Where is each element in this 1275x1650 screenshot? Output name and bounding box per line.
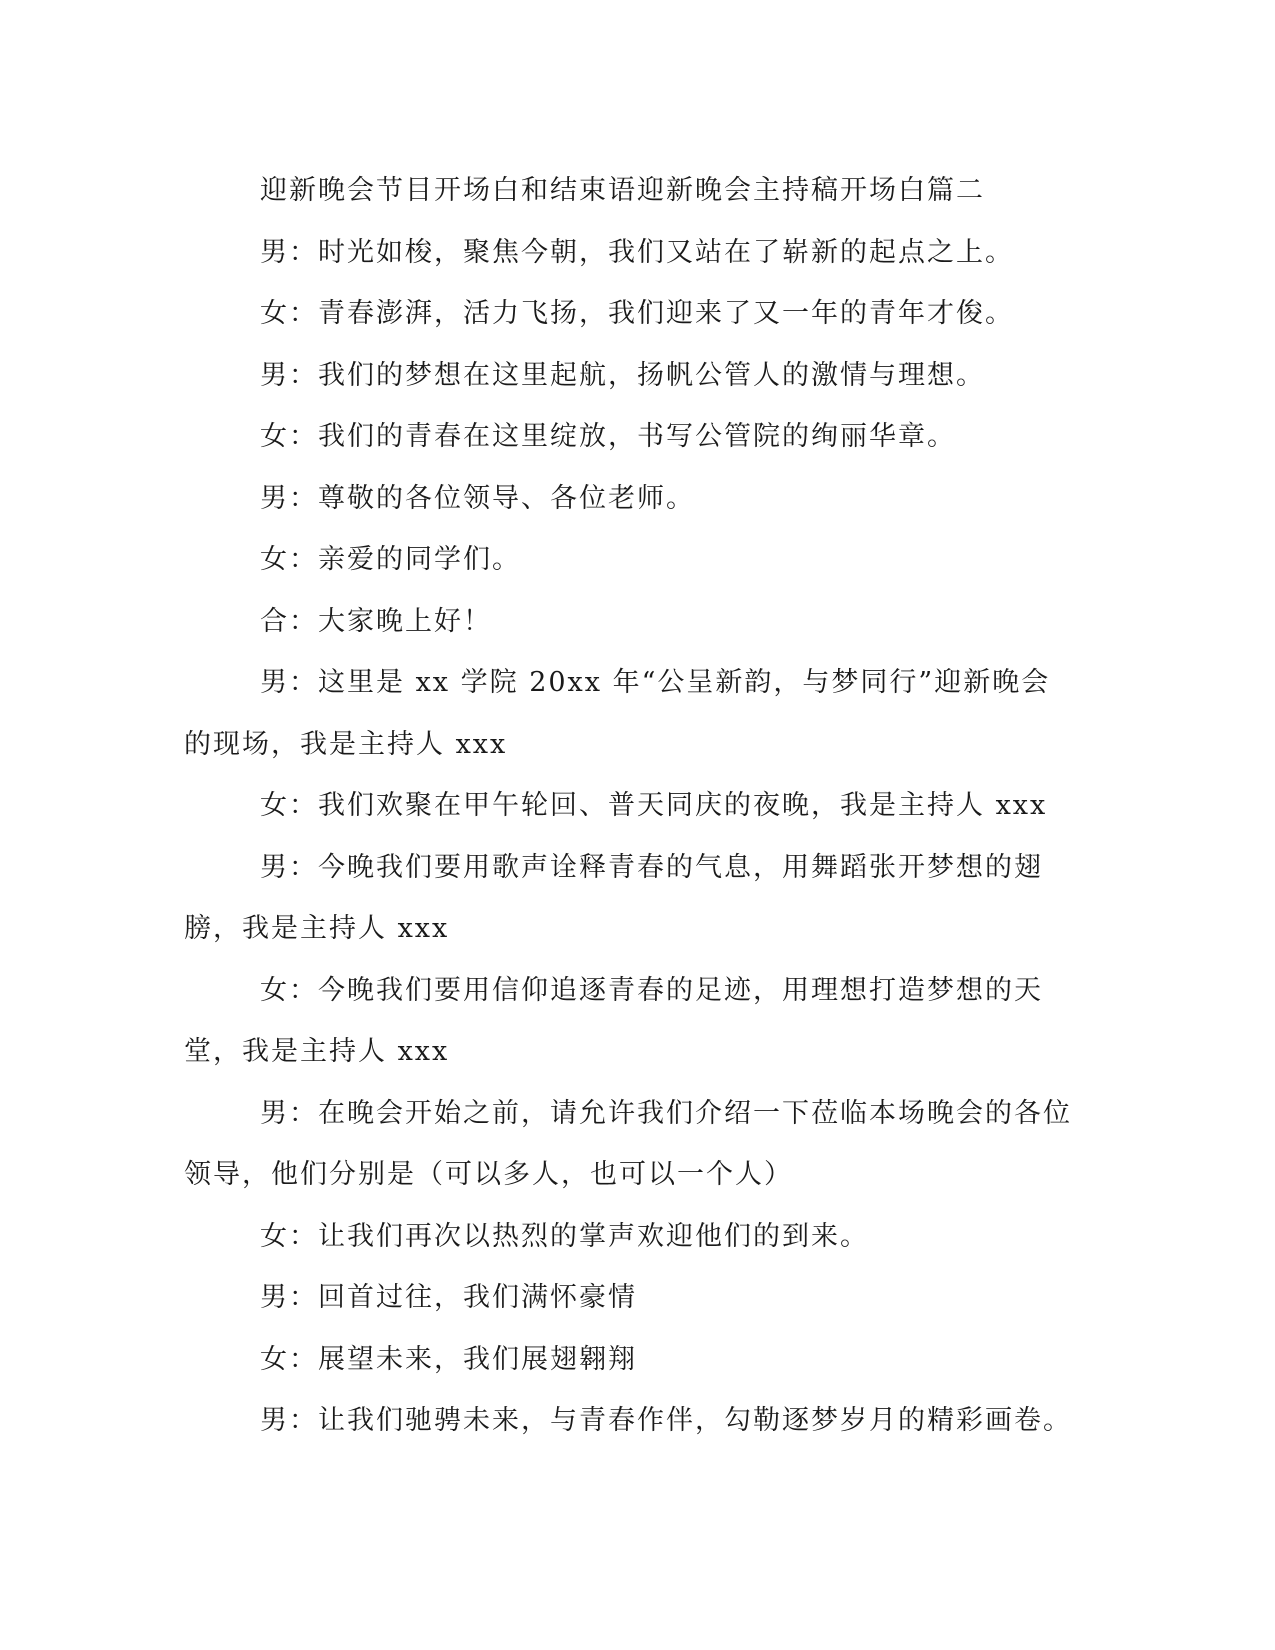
script-line: 男：回首过往，我们满怀豪情	[260, 1282, 637, 1313]
script-line: 女：青春澎湃，活力飞扬，我们迎来了又一年的青年才俊。	[260, 298, 1014, 329]
script-line: 合：大家晚上好！	[260, 605, 492, 637]
script-line: 女：展望未来，我们展翅翱翔	[260, 1343, 637, 1375]
script-line: 男：尊敬的各位领导、各位老师。	[260, 482, 695, 514]
script-line: 男：在晚会开始之前，请允许我们介绍一下莅临本场晚会的各位领导，他们分别是（可以多人，也可以一个人）	[184, 1097, 1072, 1190]
document-title: 迎新晚会节目开场白和结束语迎新晚会主持稿开场白篇二	[260, 175, 985, 206]
script-line: 女：今晚我们要用信仰追逐青春的足迹，用理想打造梦想的天堂，我是主持人 xxx	[184, 974, 1043, 1067]
script-line: 女：让我们再次以热烈的掌声欢迎他们的到来。	[260, 1220, 869, 1252]
script-line: 女：我们欢聚在甲午轮回、普天同庆的夜晚，我是主持人 xxx	[260, 790, 1048, 821]
script-line: 男：这里是 xx 学院 20xx 年“公呈新韵，与梦同行”迎新晚会的现场，我是主持人 xxx	[184, 667, 1051, 760]
script-line: 男：今晚我们要用歌声诠释青春的气息，用舞蹈张开梦想的翅膀，我是主持人 xxx	[184, 851, 1043, 944]
script-line: 男：时光如梭，聚焦今朝，我们又站在了崭新的起点之上。	[260, 236, 1014, 268]
document-body	[184, 160, 1074, 1452]
script-line: 男：让我们驰骋未来，与青春作伴，勾勒逐梦岁月的精彩画卷。	[260, 1405, 1072, 1436]
script-line: 女：我们的青春在这里绽放，书写公管院的绚丽华章。	[260, 421, 956, 452]
script-line: 女：亲爱的同学们。	[260, 544, 521, 575]
script-line: 男：我们的梦想在这里起航，扬帆公管人的激情与理想。	[260, 359, 985, 391]
